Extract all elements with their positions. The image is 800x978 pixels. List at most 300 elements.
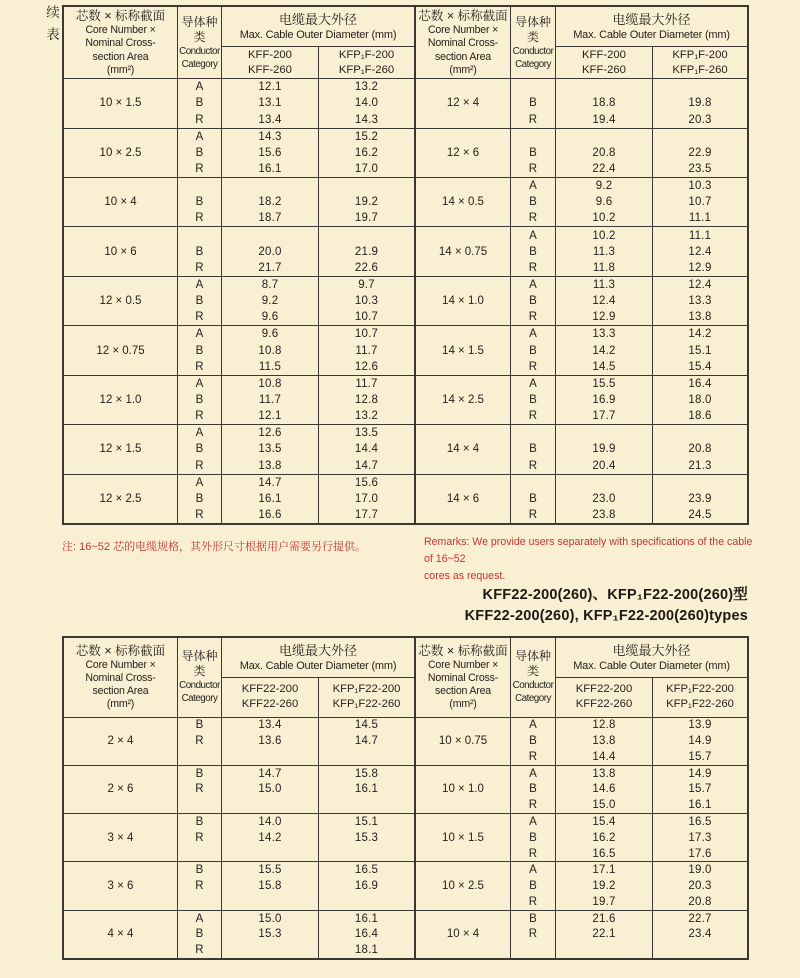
value-cell: 12.8 <box>592 719 616 732</box>
value-cell: 16.4 <box>688 377 712 390</box>
table-row <box>416 375 747 424</box>
conductor-category-header-en: Conductor <box>179 45 220 57</box>
spec-cell: 10 × 6 <box>64 227 178 275</box>
category-cells <box>178 79 222 127</box>
category-cell: A <box>529 328 537 341</box>
value-cell: 12.1 <box>258 81 282 94</box>
value-cell: 14.4 <box>354 443 379 456</box>
category-cells <box>511 376 556 424</box>
value-cell <box>653 942 747 958</box>
core-number-header-en: (mm²) <box>449 698 477 711</box>
value-cell: 18.6 <box>688 410 712 423</box>
spec-cell: 10 × 2.5 <box>64 129 178 177</box>
value-cell <box>653 129 747 145</box>
spec-cell: 12 × 4 <box>416 79 511 127</box>
max-diameter-header <box>556 638 747 717</box>
category-cell: B <box>529 196 537 209</box>
value-cell: 23.9 <box>688 492 712 505</box>
category-cells <box>178 718 222 765</box>
model-name: KFF-200 <box>248 48 292 61</box>
category-cells <box>511 911 556 958</box>
spec-cell: 10 × 1.5 <box>416 814 511 861</box>
core-number-header-en: Core Number × <box>85 658 156 671</box>
table-row <box>416 128 747 177</box>
value-cell: 15.0 <box>592 799 616 812</box>
table-body <box>416 718 747 958</box>
table-row <box>64 226 414 275</box>
table-row <box>64 813 414 861</box>
value-cells-col2 <box>653 911 747 958</box>
value-cells-col1 <box>222 475 319 523</box>
table-header <box>64 638 414 718</box>
max-diameter-title-en: Max. Cable Outer Diameter (mm) <box>573 29 730 41</box>
value-cell: 22.6 <box>354 261 379 274</box>
table-row <box>64 177 414 226</box>
core-number-header-cn: 芯数 × 标称截面 <box>75 643 166 658</box>
value-cell: 19.7 <box>354 212 379 225</box>
category-cell: R <box>528 895 538 908</box>
value-cell <box>222 942 318 958</box>
core-number-header-en: section Area <box>435 685 491 698</box>
value-cell: 16.9 <box>354 880 379 893</box>
remarks-english <box>424 534 764 585</box>
value-cell: 13.9 <box>688 719 712 732</box>
value-cells-col2 <box>319 814 414 861</box>
value-cell: 14.2 <box>592 344 616 357</box>
conductor-category-header-cn: 导体种 <box>181 649 218 664</box>
category-cell: B <box>195 196 204 209</box>
value-cell: 16.5 <box>354 864 379 877</box>
value-cells-col1 <box>556 326 653 374</box>
category-cells <box>178 862 222 909</box>
value-cell: 18.7 <box>258 212 282 225</box>
value-cell: 15.2 <box>354 130 379 143</box>
value-cell: 8.7 <box>261 278 279 291</box>
value-cell: 13.8 <box>592 767 616 780</box>
category-cell: B <box>529 245 537 258</box>
category-cell: A <box>195 130 204 143</box>
value-cell: 13.5 <box>354 427 379 440</box>
value-cells-col2 <box>653 425 747 473</box>
value-cells-col2 <box>319 178 414 226</box>
category-cell: R <box>528 410 538 423</box>
value-cell: 23.4 <box>688 928 712 941</box>
category-cell: B <box>195 928 204 941</box>
value-cell: 19.7 <box>592 895 616 908</box>
value-cells-col2 <box>319 425 414 473</box>
value-cell: 11.3 <box>592 245 616 258</box>
value-cells-col2 <box>653 129 747 177</box>
core-number-header-en: Nominal Cross- <box>85 37 156 50</box>
category-cell: B <box>529 735 537 748</box>
value-cell: 12.6 <box>354 360 379 373</box>
value-cell: 20.8 <box>592 146 616 159</box>
value-cell <box>319 894 414 910</box>
value-cell <box>319 846 414 862</box>
value-cell: 15.8 <box>354 767 379 780</box>
category-cells <box>178 178 222 226</box>
table-row <box>64 910 414 958</box>
max-diameter-title-en: Max. Cable Outer Diameter (mm) <box>573 660 730 672</box>
value-cell: 19.2 <box>354 196 379 209</box>
core-number-header-en: Nominal Cross- <box>427 37 499 50</box>
value-cells-col1 <box>222 814 319 861</box>
core-number-header-en: section Area <box>92 685 149 698</box>
value-cell: 11.7 <box>258 393 282 406</box>
value-cell: 24.5 <box>688 508 712 521</box>
model-columns <box>556 47 747 78</box>
model-name: KFP₁F-200 <box>672 48 728 61</box>
conductor-category-header-cn: 类 <box>526 29 539 44</box>
category-cell: A <box>195 81 204 94</box>
category-cell: R <box>528 360 538 373</box>
core-number-header-en: Core Number × <box>427 24 499 37</box>
spec-cell: 12 × 1.0 <box>64 376 178 424</box>
category-cell: R <box>195 410 204 423</box>
table-header <box>416 7 747 79</box>
conductor-category-header-en: Category <box>515 693 551 705</box>
category-cell: B <box>195 245 204 258</box>
category-cell: B <box>195 97 204 110</box>
category-cells <box>178 766 222 813</box>
table-row <box>64 375 414 424</box>
value-cells-col2 <box>653 814 747 861</box>
table-row <box>64 79 414 127</box>
value-cell: 23.5 <box>688 162 712 175</box>
max-diameter-title-cn: 电缆最大外径 <box>612 12 691 27</box>
value-cell: 15.5 <box>592 377 616 390</box>
core-number-header-en: Core Number × <box>85 24 156 37</box>
value-cell: 15.8 <box>258 880 282 893</box>
category-cell: B <box>529 831 537 844</box>
value-cell: 11.7 <box>355 377 378 390</box>
value-cell: 10.7 <box>354 328 379 341</box>
spec-cell: 12 × 0.5 <box>64 277 178 325</box>
table-row <box>64 325 414 374</box>
value-cells-col1 <box>556 376 653 424</box>
value-cell: 13.1 <box>258 97 282 110</box>
value-cells-col1 <box>556 718 653 765</box>
table-half-left <box>64 638 416 958</box>
value-cell: 17.0 <box>354 162 379 175</box>
value-cells-col2 <box>319 376 414 424</box>
value-cell: 11.1 <box>688 212 712 225</box>
model-name: KFP₁F22-200 <box>332 683 401 696</box>
category-cell <box>511 129 555 145</box>
category-cells <box>178 277 222 325</box>
category-cell: B <box>529 393 537 406</box>
table-row <box>416 813 747 861</box>
spec-cell: 4 × 4 <box>64 911 178 958</box>
spec-cell: 14 × 6 <box>416 475 511 523</box>
category-cell: A <box>529 377 537 390</box>
category-cell: A <box>195 912 204 925</box>
category-cell: B <box>195 492 204 505</box>
model-column-kff <box>222 47 319 78</box>
value-cell: 15.7 <box>688 783 712 796</box>
table-body <box>64 79 414 523</box>
value-cell: 15.4 <box>688 360 712 373</box>
spec-table-kff-200-260-continued <box>62 5 749 525</box>
value-cell: 10.3 <box>354 295 379 308</box>
value-cell: 22.4 <box>592 162 616 175</box>
value-cell: 9.6 <box>261 311 279 324</box>
value-cell <box>556 79 652 95</box>
value-cells-col2 <box>653 862 747 909</box>
value-cell: 17.0 <box>354 492 379 505</box>
core-number-header-cn: 芯数 × 标称截面 <box>418 9 508 24</box>
value-cells-col2 <box>319 766 414 813</box>
spec-cell: 10 × 4 <box>416 911 511 958</box>
value-cell: 14.3 <box>258 130 282 143</box>
category-cell: R <box>528 847 538 860</box>
value-cell: 14.5 <box>354 719 379 732</box>
value-cells-col2 <box>653 326 747 374</box>
value-cell: 9.2 <box>595 180 613 193</box>
value-cells-col1 <box>222 227 319 275</box>
value-cells-col1 <box>556 862 653 909</box>
value-cells-col1 <box>556 277 653 325</box>
value-cells-col2 <box>653 178 747 226</box>
spec-cell: 2 × 4 <box>64 718 178 765</box>
category-cell: R <box>195 459 204 472</box>
table-row <box>416 910 747 958</box>
category-cell: A <box>529 180 537 193</box>
value-cell: 20.3 <box>688 113 712 126</box>
value-cell: 17.1 <box>592 864 616 877</box>
core-number-header-cn: 芯数 × 标称截面 <box>418 643 508 658</box>
spec-cell: 14 × 0.75 <box>416 227 511 275</box>
category-cell: R <box>195 113 204 126</box>
model-column-kff <box>222 678 319 717</box>
conductor-category-header <box>178 7 222 78</box>
value-cell: 16.1 <box>258 492 282 505</box>
value-cell <box>653 475 747 491</box>
category-cells <box>511 425 556 473</box>
category-cells <box>511 178 556 226</box>
value-cell: 13.8 <box>592 735 616 748</box>
table-row <box>64 424 414 473</box>
value-cell: 16.1 <box>354 783 379 796</box>
value-cells-col1 <box>222 326 319 374</box>
spec-cell: 14 × 2.5 <box>416 376 511 424</box>
value-cells-col2 <box>319 475 414 523</box>
category-cell: R <box>195 831 204 844</box>
conductor-category-header-cn: 类 <box>193 664 206 679</box>
category-cell: A <box>195 427 204 440</box>
model-name: KFP₁F22-260 <box>666 698 734 711</box>
category-cells <box>178 425 222 473</box>
category-cell: R <box>195 880 204 893</box>
value-cells-col2 <box>319 227 414 275</box>
value-cell: 13.4 <box>258 113 282 126</box>
value-cell: 19.2 <box>592 880 616 893</box>
core-number-header <box>416 638 511 717</box>
core-number-header <box>64 638 178 717</box>
table-row <box>64 474 414 523</box>
value-cells-col2 <box>319 911 414 958</box>
model-columns <box>222 47 414 78</box>
spec-cell: 12 × 0.75 <box>64 326 178 374</box>
value-cell: 11.3 <box>592 278 616 291</box>
category-cell: B <box>195 767 204 780</box>
value-cell: 19.4 <box>592 113 616 126</box>
max-diameter-title <box>222 7 414 47</box>
value-cell: 15.0 <box>258 912 282 925</box>
category-cell: R <box>528 311 538 324</box>
model-name: KFP₁F22-200 <box>666 683 734 696</box>
value-cell: 18.2 <box>258 196 282 209</box>
category-cell: B <box>529 492 537 505</box>
value-cells-col2 <box>653 718 747 765</box>
category-cell: R <box>528 162 538 175</box>
category-cell <box>178 227 221 243</box>
section-title <box>62 585 748 627</box>
value-cell: 10.7 <box>688 196 712 209</box>
value-cell: 14.9 <box>688 735 712 748</box>
value-cells-col2 <box>319 862 414 909</box>
category-cells <box>511 862 556 909</box>
value-cell: 17.6 <box>688 847 712 860</box>
value-cells-col1 <box>222 718 319 765</box>
value-cell: 9.6 <box>261 328 279 341</box>
category-cell <box>178 797 221 813</box>
value-cell: 12.4 <box>592 295 616 308</box>
value-cell: 14.3 <box>354 113 379 126</box>
value-cell: 18.0 <box>688 393 712 406</box>
value-cells-col1 <box>222 79 319 127</box>
value-cells-col1 <box>222 178 319 226</box>
core-number-header-en: section Area <box>435 50 491 63</box>
value-cell: 18.8 <box>592 97 616 110</box>
spec-cell: 10 × 1.5 <box>64 79 178 127</box>
value-cells-col1 <box>222 862 319 909</box>
conductor-category-header-en: Category <box>181 58 218 70</box>
value-cells-col2 <box>653 475 747 523</box>
value-cells-col1 <box>556 79 653 127</box>
model-name: KFP₁F22-260 <box>332 698 401 711</box>
category-cells <box>511 227 556 275</box>
value-cell <box>556 942 652 958</box>
value-cell <box>319 749 414 765</box>
category-cells <box>511 277 556 325</box>
category-cell <box>511 425 555 441</box>
value-cell: 21.9 <box>354 245 379 258</box>
value-cell: 13.8 <box>688 311 712 324</box>
category-cell: A <box>529 278 537 291</box>
value-cell: 10.2 <box>592 229 616 242</box>
value-cell: 20.8 <box>688 443 712 456</box>
value-cell: 20.8 <box>688 895 712 908</box>
category-cell: A <box>529 767 537 780</box>
table-row <box>416 424 747 473</box>
model-name: KFF-260 <box>248 63 292 76</box>
category-cell: B <box>529 783 537 796</box>
table-row <box>416 177 747 226</box>
value-cell: 22.9 <box>688 146 712 159</box>
core-number-header-en: Core Number × <box>427 658 499 671</box>
value-cell: 19.9 <box>592 443 616 456</box>
section-title-en: KFF22-200(260), KFP₁F22-200(260)types <box>464 608 748 624</box>
model-columns <box>556 678 747 717</box>
value-cell: 21.3 <box>688 459 712 472</box>
value-cell: 12.6 <box>258 427 282 440</box>
value-cells-col1 <box>556 227 653 275</box>
conductor-category-header <box>511 7 556 78</box>
remarks-english-line1: Remarks: We provide users separately with specifications of the cable of 16~52 <box>424 536 753 565</box>
value-cell: 15.1 <box>354 815 379 828</box>
value-cell: 15.3 <box>258 928 282 941</box>
value-cell: 14.4 <box>592 750 616 763</box>
value-cell: 10.7 <box>354 311 379 324</box>
category-cell: R <box>528 459 538 472</box>
value-cell: 9.7 <box>358 278 375 291</box>
value-cell <box>319 227 414 243</box>
category-cell: R <box>528 212 538 225</box>
value-cells-col2 <box>319 129 414 177</box>
remarks-english-line2: cores as request. <box>424 570 506 582</box>
value-cell: 15.5 <box>258 864 282 877</box>
value-cell <box>653 79 747 95</box>
category-cell: R <box>195 261 204 274</box>
value-cell <box>556 475 652 491</box>
value-cell: 13.2 <box>354 81 379 94</box>
value-cell: 16.4 <box>354 928 379 941</box>
category-cell: B <box>529 443 537 456</box>
value-cells-col1 <box>556 911 653 958</box>
model-name: KFP₁F-200 <box>338 48 395 61</box>
max-diameter-title-cn: 电缆最大外径 <box>278 643 357 658</box>
max-diameter-title-cn: 电缆最大外径 <box>278 12 357 27</box>
value-cell: 12.8 <box>354 393 379 406</box>
category-cells <box>178 326 222 374</box>
category-cell <box>178 846 221 862</box>
value-cell: 16.9 <box>592 393 616 406</box>
value-cell <box>556 425 652 441</box>
category-cell: B <box>195 146 204 159</box>
value-cell: 13.8 <box>258 459 282 472</box>
model-column-kfp1f <box>319 678 414 717</box>
core-number-header-en: (mm²) <box>106 63 135 76</box>
max-diameter-title <box>556 638 747 678</box>
value-cell: 17.7 <box>592 410 616 423</box>
model-name: KFP₁F-260 <box>338 63 395 76</box>
model-name: KFF-200 <box>582 48 626 61</box>
conductor-category-header-cn: 导体种 <box>181 14 218 29</box>
value-cell: 21.7 <box>258 261 282 274</box>
max-diameter-title-en: Max. Cable Outer Diameter (mm) <box>239 660 397 672</box>
conductor-category-header <box>178 638 222 717</box>
model-name: KFF22-260 <box>241 698 299 711</box>
value-cell: 19.8 <box>688 97 712 110</box>
value-cells-col2 <box>653 376 747 424</box>
category-cell <box>511 79 555 95</box>
value-cell: 15.1 <box>688 344 712 357</box>
max-diameter-header <box>556 7 747 78</box>
value-cells-col1 <box>222 376 319 424</box>
value-cell: 11.1 <box>688 229 712 242</box>
category-cell: B <box>529 880 537 893</box>
value-cell: 12.9 <box>688 261 712 274</box>
category-cell: B <box>529 344 537 357</box>
value-cell: 16.1 <box>688 799 712 812</box>
conductor-category-header-cn: 类 <box>193 29 206 44</box>
category-cells <box>511 814 556 861</box>
value-cells-col2 <box>319 277 414 325</box>
value-cells-col1 <box>222 129 319 177</box>
continued-table-label <box>44 2 62 46</box>
category-cell: R <box>528 261 538 274</box>
